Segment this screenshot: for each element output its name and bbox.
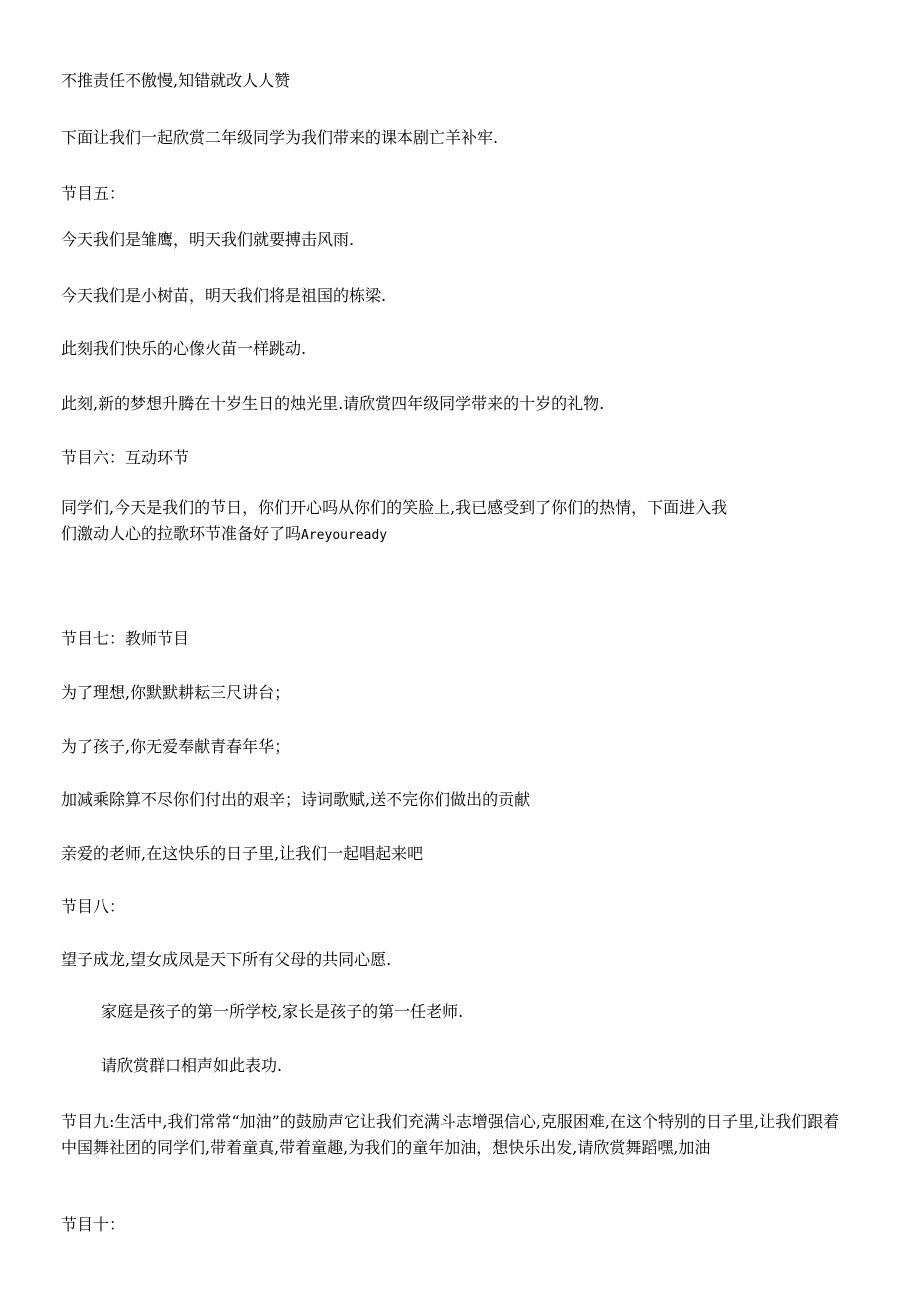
text-line: 望子成龙,望女成凤是天下所有父母的共同心愿. [61,950,392,969]
text-line: 为了理想,你默默耕耘三尺讲台； [61,683,291,702]
section-heading: 节目七：教师节目 [61,629,190,648]
text-line: 下面让我们一起欣赏二年级同学为我们带来的课本剧亡羊补牢. [61,128,499,147]
program-nine-paragraph: 节目九:生活中,我们常常“加油”的鼓励声它让我们充满斗志增强信心,克服困难,在这个特别的日子里,让我们跟着中国舞社团的同学们,带着童真,带着童趣,为我们的童年加油，想快乐出发,请欣赏舞蹈嘿,加油 [61,1112,840,1157]
text-line: 此刻,新的梦想升腾在十岁生日的烛光里.请欣赏四年级同学带来的十岁的礼物. [61,394,605,413]
section-heading: 节目五： [61,184,126,203]
section-heading: 节目六：互动环节 [61,448,190,467]
section-heading: 节目八： [61,897,126,916]
text-line: 为了孩子,你无爱奉献青春年华； [61,737,291,756]
indented-line: 请欣赏群口相声如此表功. [101,1056,283,1075]
section-heading: 节目十： [61,1215,126,1234]
text-line: 加减乘除算不尽你们付出的艰辛；诗词歌赋,送不完你们做出的贡献 [61,790,531,809]
interactive-paragraph [61,495,851,549]
paragraph-line [61,521,851,549]
indented-line: 家庭是孩子的第一所学校,家长是孩子的第一任老师. [101,1002,464,1021]
text-line: 今天我们是小树苗，明天我们将是祖国的栋梁. [61,286,387,305]
english-phrase: Areyouready [301,528,388,543]
text-line: 亲爱的老师,在这快乐的日子里,让我们一起唱起来吧 [61,844,424,863]
paragraph-line: 同学们,今天是我们的节日，你们开心吗从你们的笑脸上,我已感受到了你们的热情，下面进入我 [61,498,728,517]
text-line: 不推责任不傲慢,知错就改人人赞 [61,71,291,90]
paragraph-line-text: 们激动人心的拉歌环节准备好了吗 [61,524,302,543]
text-line: 今天我们是雏鹰，明天我们就要搏击风雨. [61,230,355,249]
text-line: 此刻我们快乐的心像火苗一样跳动. [61,339,307,358]
